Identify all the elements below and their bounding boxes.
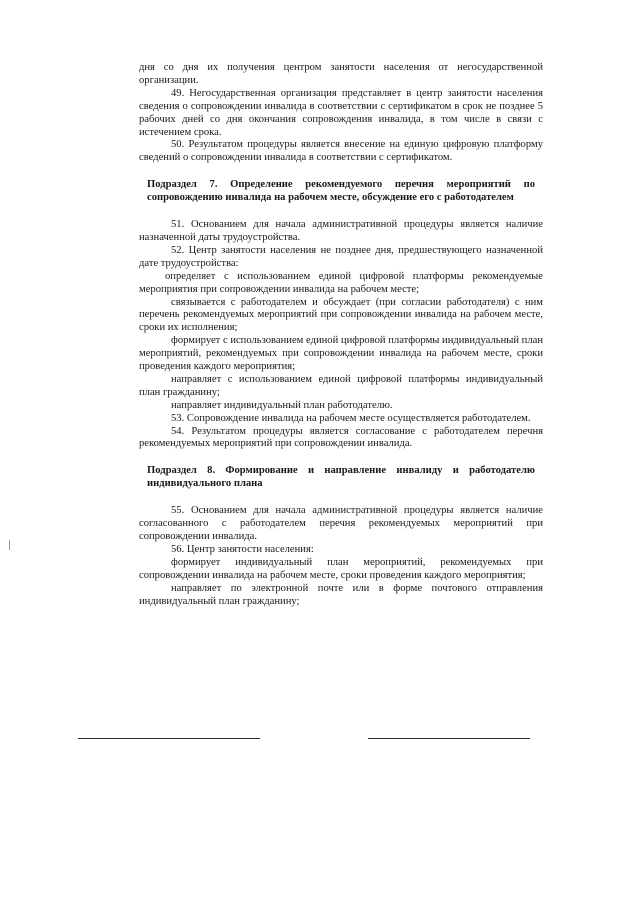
section-8-title: Подраздел 8. Формирование и направление инвалиду и работодателю индивидуального плана — [147, 465, 535, 490]
paragraph-52-item-a: определяет с использованием единой цифровой платформы рекомендуемые мероприятия при сопровождении инвалида на рабочем месте; — [139, 270, 543, 295]
paragraph-52-item-b: связывается с работодателем и обсуждает (при согласии работодателя) с ним перечень рекомендуемых мероприятий при сопровождении инвалида на рабочем месте, сроки их исполнения; — [139, 296, 543, 334]
footer-rule-left — [78, 738, 260, 739]
document-body — [139, 62, 543, 608]
paragraph-56-item-b: направляет по электронной почте или в форме почтового отправления индивидуальный план гражданину; — [139, 582, 543, 607]
scan-margin-mark — [9, 540, 10, 550]
paragraph-continuation: дня со дня их получения центром занятости населения от негосударственной организации. — [139, 62, 543, 86]
paragraph-55: 55. Основанием для начала административной процедуры является наличие согласованного с работодателем перечня рекомендуемых мероприятий при сопровождении инвалида. — [139, 505, 543, 542]
paragraph-52: 52. Центр занятости населения не позднее дня, предшествующего назначенной дате трудоустройства: — [139, 244, 543, 269]
paragraph-50: 50. Результатом процедуры является внесение на единую цифровую платформу сведений о сопровождении инвалида в соответствии с сертификатом. — [139, 139, 543, 164]
section-7-title: Подраздел 7. Определение рекомендуемого перечня мероприятий по сопровождению инвалида на рабочем месте, обсуждение его с работодателем — [147, 179, 535, 204]
paragraph-51: 51. Основанием для начала административной процедуры является наличие назначенной даты трудоустройства. — [139, 219, 543, 243]
paragraph-49: 49. Негосударственная организация представляет в центр занятости населения сведения о сопровождении инвалида в соответствии с сертификатом в срок не позднее 5 рабочих дней со дня окончания сопровождения инвалида, в том числе в связи с истечением срока. — [139, 87, 543, 138]
footer-rule-right — [368, 738, 530, 739]
paragraph-56: 56. Центр занятости населения: — [171, 543, 314, 555]
paragraph-52-item-c: формирует с использованием единой цифровой платформы индивидуальный план мероприятий, рекомендуемых при сопровождении инвалида на рабочем месте, сроки проведения каждого мероприятия; — [139, 335, 543, 373]
paragraph-52-item-d: направляет с использованием единой цифровой платформы индивидуальный план гражданину; — [139, 373, 543, 398]
paragraph-53: 53. Сопровождение инвалида на рабочем месте осуществляется работодателем. — [171, 412, 531, 424]
paragraph-52-item-e: направляет индивидуальный план работодателю. — [171, 399, 393, 411]
paragraph-54: 54. Результатом процедуры является согласование с работодателем перечня рекомендуемых мероприятий при сопровождении инвалида. — [139, 425, 543, 450]
paragraph-56-item-a: формирует индивидуальный план мероприятий, рекомендуемых при сопровождении инвалида на рабочем месте, сроки проведения каждого мероприятия; — [139, 556, 543, 581]
